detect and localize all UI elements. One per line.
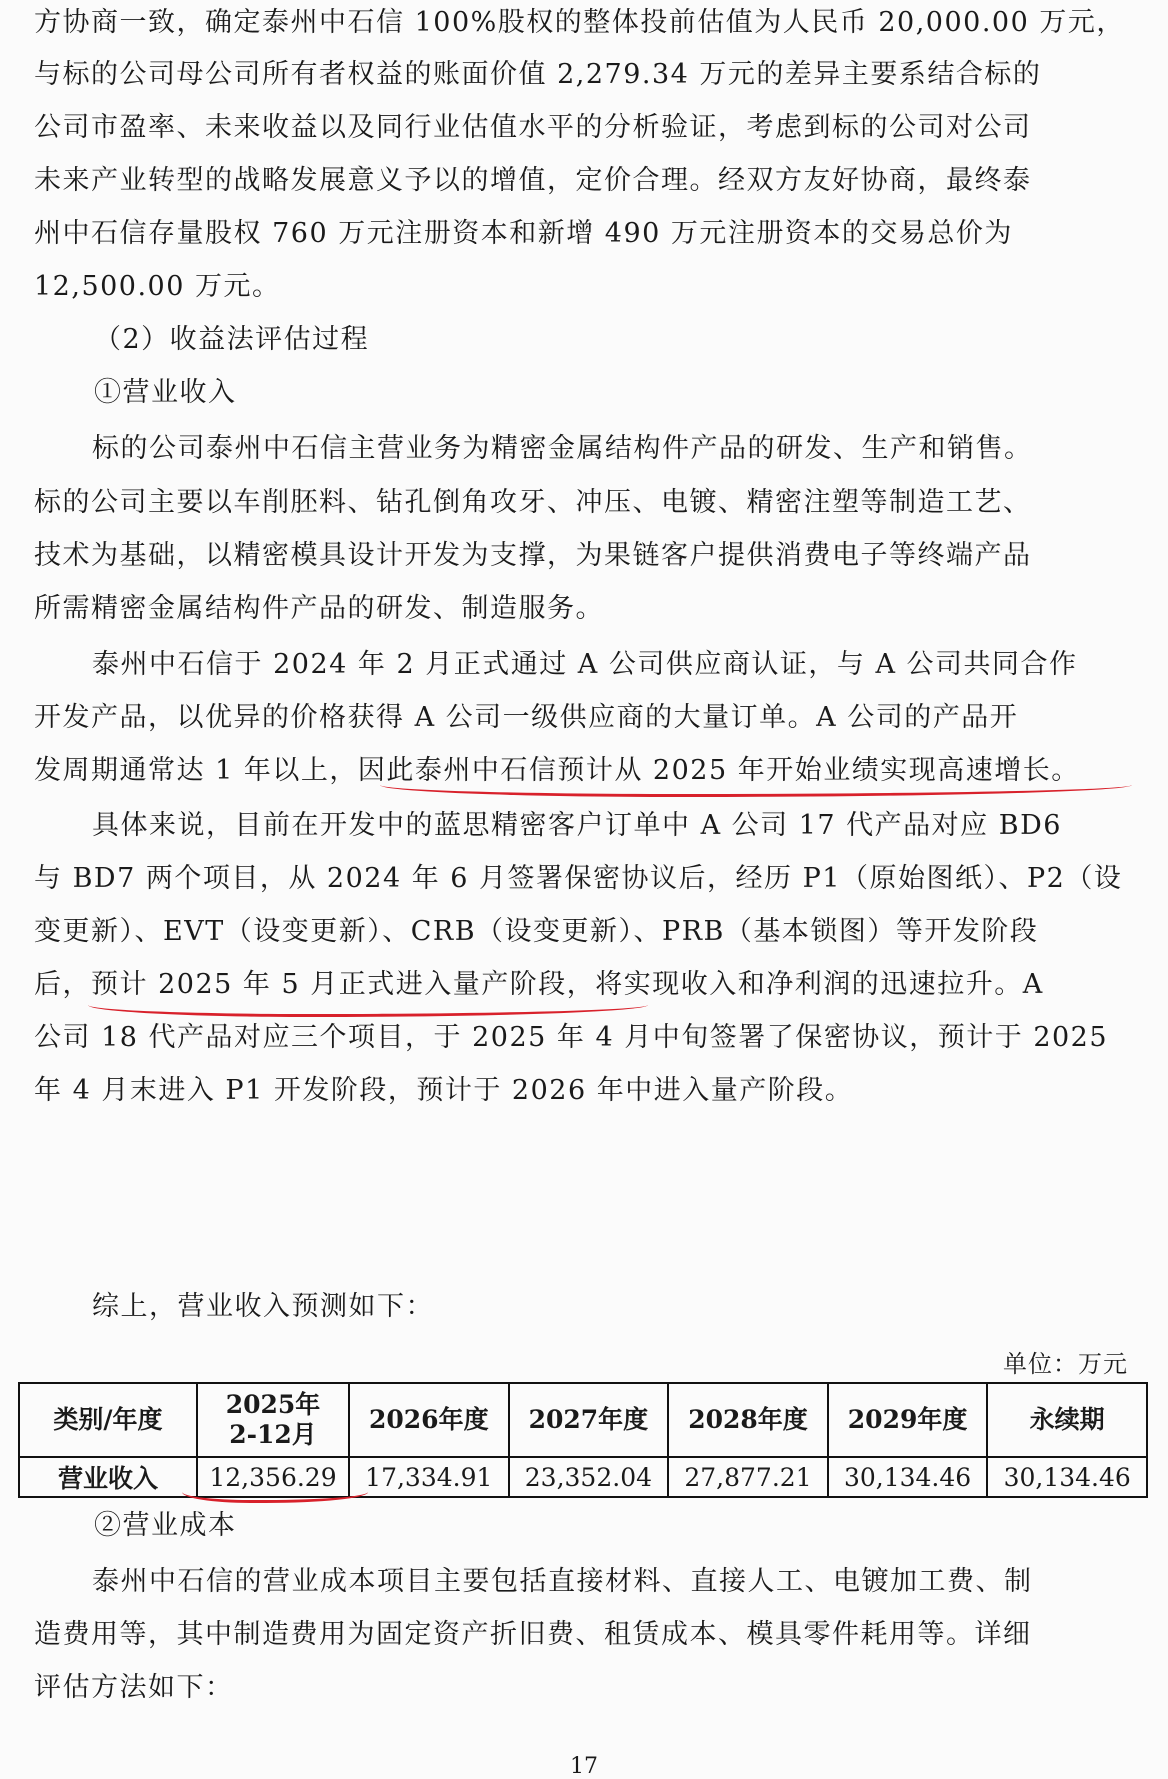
table-cell: 23,352.04 [509, 1457, 669, 1497]
table-header-cell: 2029年度 [828, 1383, 988, 1457]
paragraph-line: 泰州中石信的营业成本项目主要包括直接材料、直接人工、电镀加工费、制 [92, 1566, 1033, 1597]
paragraph-line: 与标的公司母公司所有者权益的账面价值 2,279.34 万元的差异主要系结合标的 [34, 59, 1042, 90]
paragraph-line: 开发产品，以优异的价格获得 A 公司一级供应商的大量订单。A 公司的产品开 [34, 702, 1019, 733]
paragraph-line: 公司市盈率、未来收益以及同行业估值水平的分析验证，考虑到标的公司对公司 [34, 112, 1032, 143]
red-underline-annotation [380, 784, 1132, 797]
table-header-cell: 类别/年度 [19, 1383, 197, 1457]
section-heading: （2）收益法评估过程 [94, 324, 370, 355]
table-header-cell: 2027年度 [509, 1383, 669, 1457]
table-cell: 30,134.46 [987, 1457, 1147, 1497]
table-row-label: 营业收入 [19, 1457, 197, 1497]
paragraph-line: 评估方法如下： [34, 1672, 234, 1703]
paragraph-line: 方协商一致，确定泰州中石信 100%股权的整体投前估值为人民币 20,000.00 万元， [34, 7, 1125, 38]
paragraph-line: 技术为基础，以精密模具设计开发为支撑，为果链客户提供消费电子等终端产品 [34, 540, 1032, 571]
paragraph-line: 后，预计 2025 年 5 月正式进入量产阶段，将实现收入和净利润的迅速拉升。A [34, 969, 1044, 1000]
header-2025-year: 2025年 [225, 1390, 321, 1419]
paragraph-line: 标的公司主要以车削胚料、钻孔倒角攻牙、冲压、电镀、精密注塑等制造工艺、 [34, 487, 1032, 518]
paragraph-line: 未来产业转型的战略发展意义予以的增值，定价合理。经双方友好协商，最终泰 [34, 165, 1032, 196]
paragraph-line: 公司 18 代产品对应三个项目，于 2025 年 4 月中旬签署了保密协议，预计于 2025 [34, 1022, 1109, 1053]
paragraph-line: 发周期通常达 1 年以上，因此泰州中石信预计从 2025 年开始业绩实现高速增长。 [34, 755, 1080, 786]
table-header-cell: 2028年度 [668, 1383, 828, 1457]
table-header-cell: 永续期 [987, 1383, 1147, 1457]
table-header-cell: 2026年度 [349, 1383, 509, 1457]
header-2025-months: 2-12月 [229, 1420, 317, 1449]
paragraph-line: 泰州中石信于 2024 年 2 月正式通过 A 公司供应商认证，与 A 公司共同合作 [92, 649, 1078, 680]
paragraph-line: 12,500.00 万元。 [34, 271, 281, 302]
paragraph-line: 所需精密金属结构件产品的研发、制造服务。 [34, 593, 604, 624]
table-unit-label: 单位：万元 [1003, 1350, 1128, 1378]
table-cell: 12,356.29 [197, 1457, 349, 1497]
paragraph-line: 州中石信存量股权 760 万元注册资本和新增 490 万元注册资本的交易总价为 [34, 218, 1013, 249]
paragraph-line: 标的公司泰州中石信主营业务为精密金属结构件产品的研发、生产和销售。 [92, 433, 1033, 464]
subsection-heading: ②营业成本 [94, 1510, 237, 1541]
paragraph-line: 综上，营业收入预测如下： [92, 1291, 434, 1322]
table-cell: 27,877.21 [668, 1457, 828, 1497]
table-cell: 30,134.46 [828, 1457, 988, 1497]
paragraph-line: 具体来说，目前在开发中的蓝思精密客户订单中 A 公司 17 代产品对应 BD6 [92, 810, 1062, 841]
subsection-heading: ①营业收入 [94, 377, 237, 408]
red-underline-annotation [88, 1000, 648, 1017]
paragraph-line: 与 BD7 两个项目，从 2024 年 6 月签署保密协议后，经历 P1（原始图纸）、P2（设 [34, 863, 1123, 894]
table-header-row [19, 1383, 1147, 1457]
red-underline-annotation [182, 1492, 368, 1503]
revenue-forecast-table [18, 1382, 1148, 1498]
table-row [19, 1457, 1147, 1497]
table-cell: 17,334.91 [349, 1457, 509, 1497]
paragraph-line: 变更新）、EVT（设变更新）、CRB（设变更新）、PRB（基本锁图）等开发阶段 [34, 916, 1039, 947]
paragraph-line: 年 4 月末进入 P1 开发阶段，预计于 2026 年中进入量产阶段。 [34, 1075, 854, 1106]
paragraph-line: 造费用等，其中制造费用为固定资产折旧费、租赁成本、模具零件耗用等。详细 [34, 1619, 1032, 1650]
table-header-cell [197, 1383, 349, 1457]
page-number: 17 [570, 1754, 598, 1779]
